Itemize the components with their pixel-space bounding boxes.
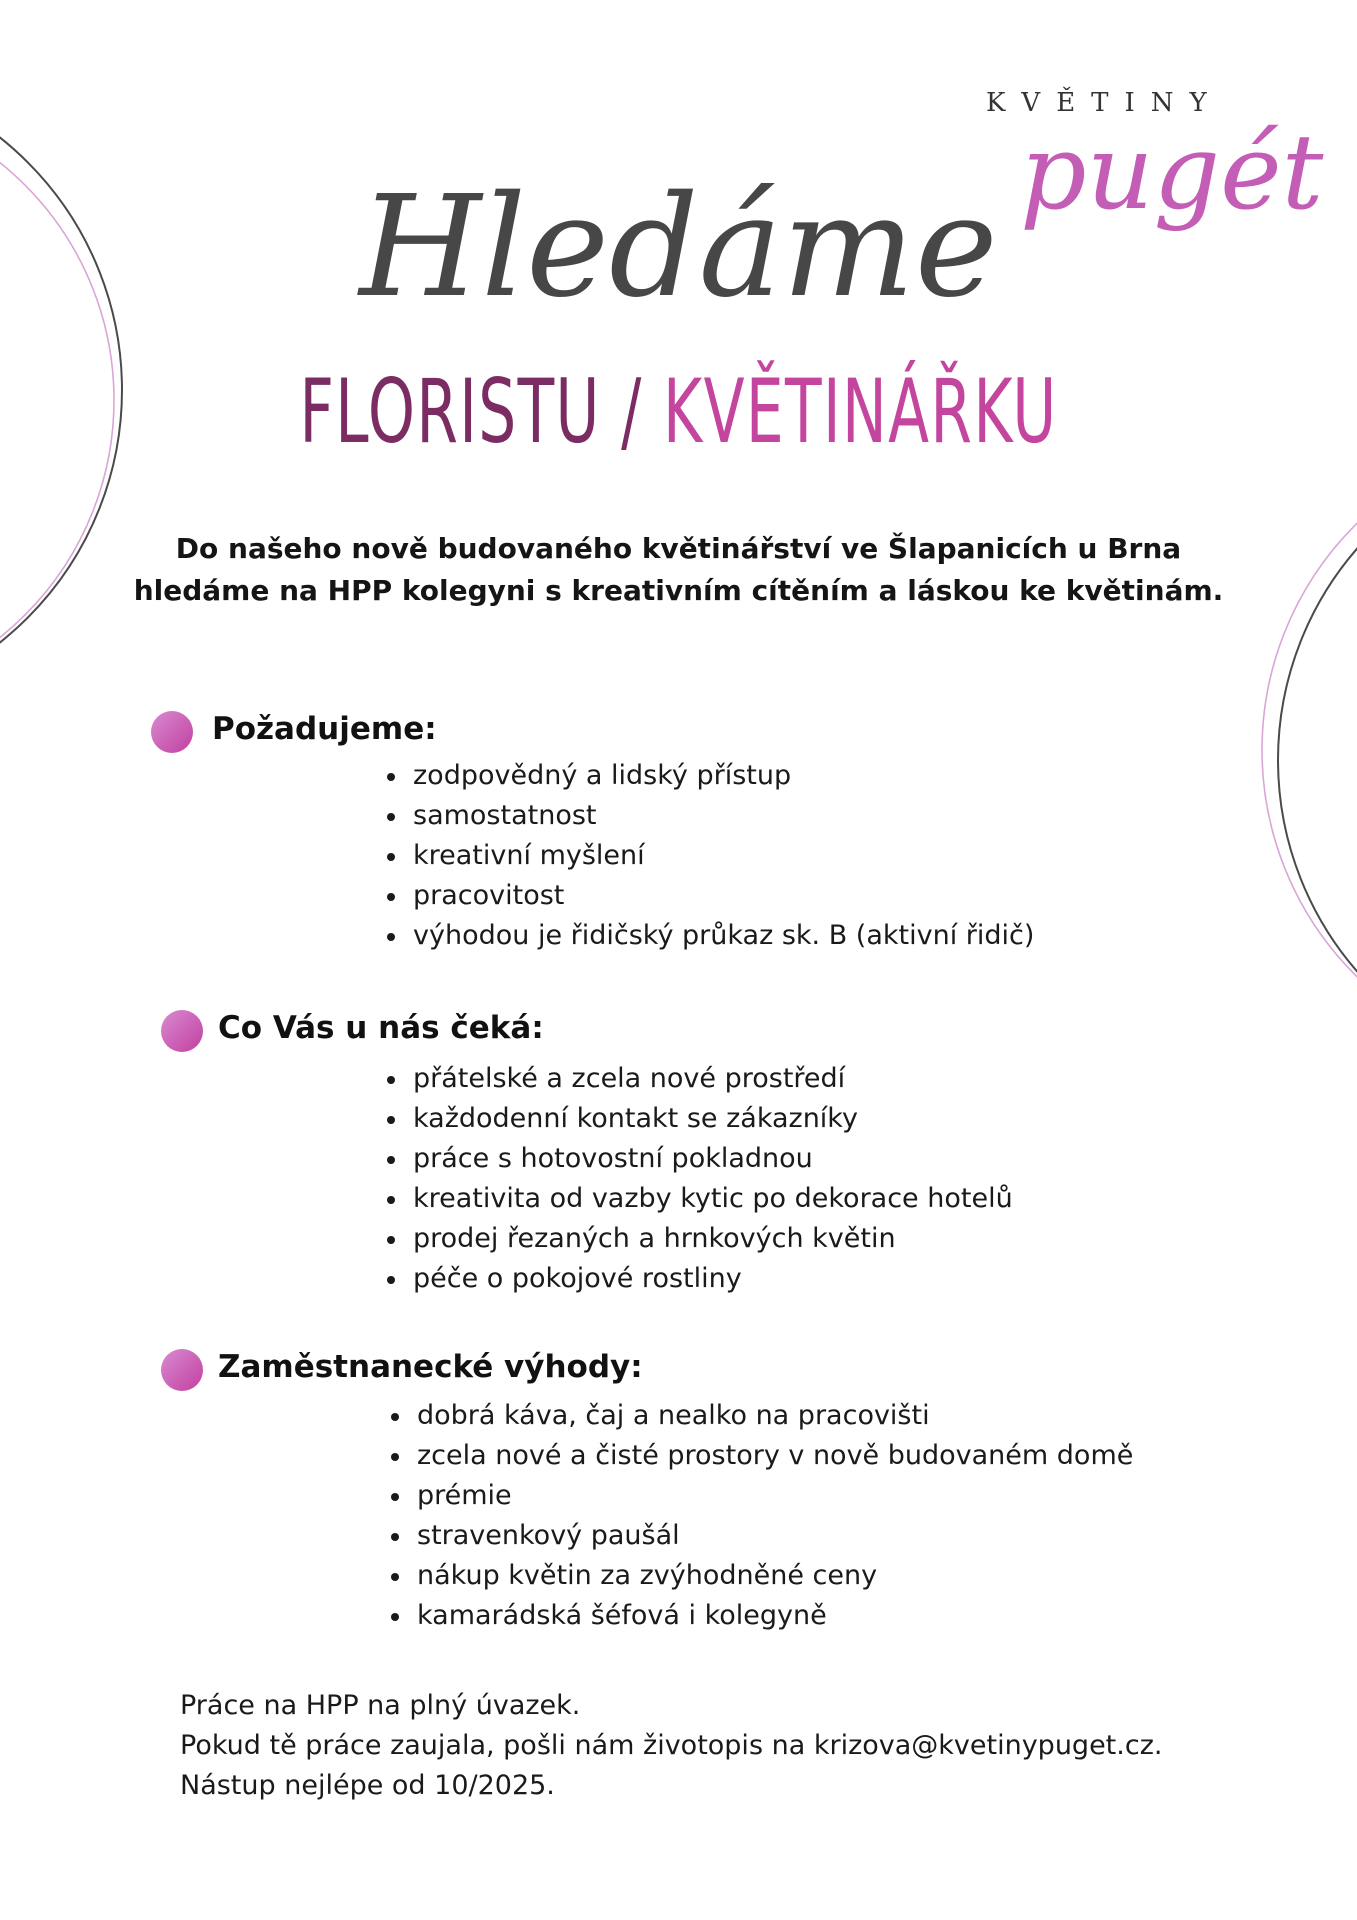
intro-line-2: hledáme na HPP kolegyni s kreativním cítěním a láskou ke květinám. (133, 574, 1224, 607)
footer-text (180, 1686, 1162, 1806)
intro-text (0, 528, 1357, 612)
benefits-list (389, 1396, 1133, 1636)
list-item: pracovitost (385, 876, 1034, 916)
list-item: kreativita od vazby kytic po dekorace hotelů (385, 1179, 1013, 1219)
requirements-list (385, 756, 1034, 956)
list-item: zcela nové a čisté prostory v nově budovaném domě (389, 1436, 1133, 1476)
list-item: kreativní myšlení (385, 836, 1034, 876)
footer-line-3: Nástup nejlépe od 10/2025. (180, 1770, 555, 1801)
list-item: práce s hotovostní pokladnou (385, 1139, 1013, 1179)
logo-top-text: KVĚTINY (986, 88, 1223, 118)
section-title-benefits: Zaměstnanecké výhody: (218, 1349, 643, 1385)
list-item: stravenkový paušál (389, 1516, 1133, 1556)
list-item: výhodou je řidičský průkaz sk. B (aktivní řidič) (385, 916, 1034, 956)
footer-line-1: Práce na HPP na plný úvazek. (180, 1690, 581, 1721)
footer-line-2: Pokud tě práce zaujala, pošli nám životopis na krizova@kvetinypuget.cz. (180, 1730, 1163, 1761)
subheadline (217, 360, 1140, 463)
list-item: prodej řezaných a hrnkových květin (385, 1219, 1013, 1259)
list-item: dobrá káva, čaj a nealko na pracovišti (389, 1396, 1133, 1436)
subhead-separator: / (600, 360, 663, 463)
list-item: nákup květin za zvýhodněné ceny (389, 1556, 1133, 1596)
list-item: samostatnost (385, 796, 1034, 836)
list-item: kamarádská šéfová i kolegyně (389, 1596, 1133, 1636)
list-item: každodenní kontakt se zákazníky (385, 1099, 1013, 1139)
list-item: přátelské a zcela nové prostředí (385, 1059, 1013, 1099)
subhead-kvetinarku: KVĚTINÁŘKU (662, 360, 1058, 463)
subhead-floristu: FLORISTU (299, 360, 601, 463)
section-bullet-icon (161, 1010, 203, 1052)
list-item: péče o pokojové rostliny (385, 1259, 1013, 1299)
intro-line-1: Do našeho nově budovaného květinářství ve Šlapanicích u Brna (175, 532, 1182, 565)
headline: Hledáme (359, 166, 998, 329)
logo-main-text: pugét (1020, 111, 1324, 233)
list-item: prémie (389, 1476, 1133, 1516)
section-title-what-awaits: Co Vás u nás čeká: (218, 1010, 544, 1046)
section-bullet-icon (161, 1349, 203, 1391)
list-item: zodpovědný a lidský přístup (385, 756, 1034, 796)
what-awaits-list (385, 1059, 1013, 1299)
section-bullet-icon (151, 711, 193, 753)
section-title-requirements: Požadujeme: (212, 711, 437, 747)
